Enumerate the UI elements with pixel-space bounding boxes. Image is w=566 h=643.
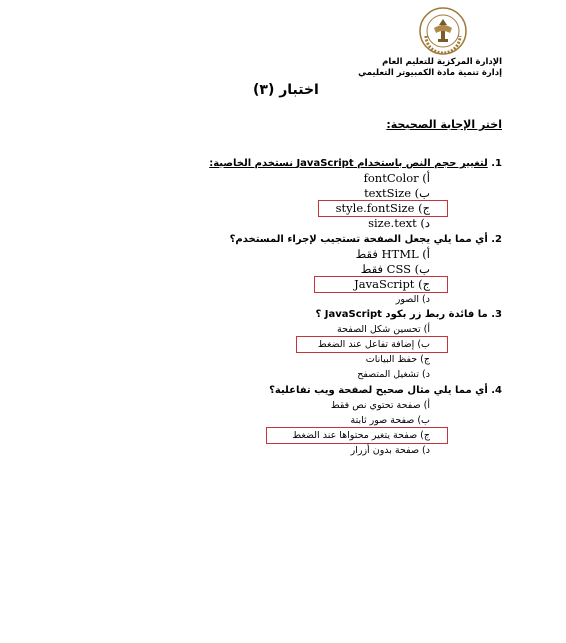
question-text: أي مما يلي مثال صحيح لصفحة ويب تفاعلية؟ [269,385,488,396]
option-3-4: د) تشغيل المتصفح [357,369,430,380]
option-3-3: ج) حفظ البيانات [365,354,430,365]
question-text: ما فائدة ربط زر بكود JavaScript ؟ [315,309,488,320]
question-number: 1. [487,158,502,169]
correct-answer-box [318,200,448,217]
correct-answer-box [314,276,448,293]
question-text: أي مما يلي يجعل الصفحة تستجيب لإجراء المستخدم؟ [229,234,488,245]
option-2-4: د) الصور [395,294,430,305]
question-3 [315,307,502,322]
question-4 [269,383,502,398]
header-line-2: إدارة تنمية مادة الكمبيوتر التعليمي [358,68,502,78]
correct-answer-box [296,336,448,353]
option-4-1: أ) صفحة تحتوي نص فقط [330,400,430,411]
option-4-3: ج) صفحة يتغير محتواها عند الضغط [292,430,430,441]
question-number: 2. [487,234,502,245]
option-1-3: ج) style.fontSize [335,201,430,215]
header-line-1: الإدارة المركزية للتعليم العام [382,57,502,67]
correct-answer-box [266,427,448,444]
instruction: اختر الإجابة الصحيحة: [386,118,502,131]
question-2 [230,232,502,247]
option-2-1: أ) HTML فقط [355,247,430,261]
option-3-2: ب) إضافة تفاعل عند الضغط [317,339,430,350]
question-1 [209,156,502,171]
question-number: 4. [487,385,502,396]
option-4-4: د) صفحة بدون أزرار [350,445,430,456]
option-1-4: د) size.text [368,216,430,230]
option-4-2: ب) صفحة صور ثابتة [350,415,430,426]
option-2-2: ب) CSS فقط [360,262,430,276]
page-title: اختبار (٣) [253,82,319,98]
option-1-2: ب) textSize [364,186,430,200]
option-2-3: ج) JavaScript [354,277,430,291]
question-number: 3. [487,309,502,320]
question-text: لتغيير حجم النص باستخدام JavaScript نستخدم الخاصية: [209,158,488,169]
option-3-1: أ) تحسين شكل الصفحة [337,324,430,335]
ministry-logo-icon [418,6,468,56]
option-1-1: أ) fontColor [363,171,430,185]
